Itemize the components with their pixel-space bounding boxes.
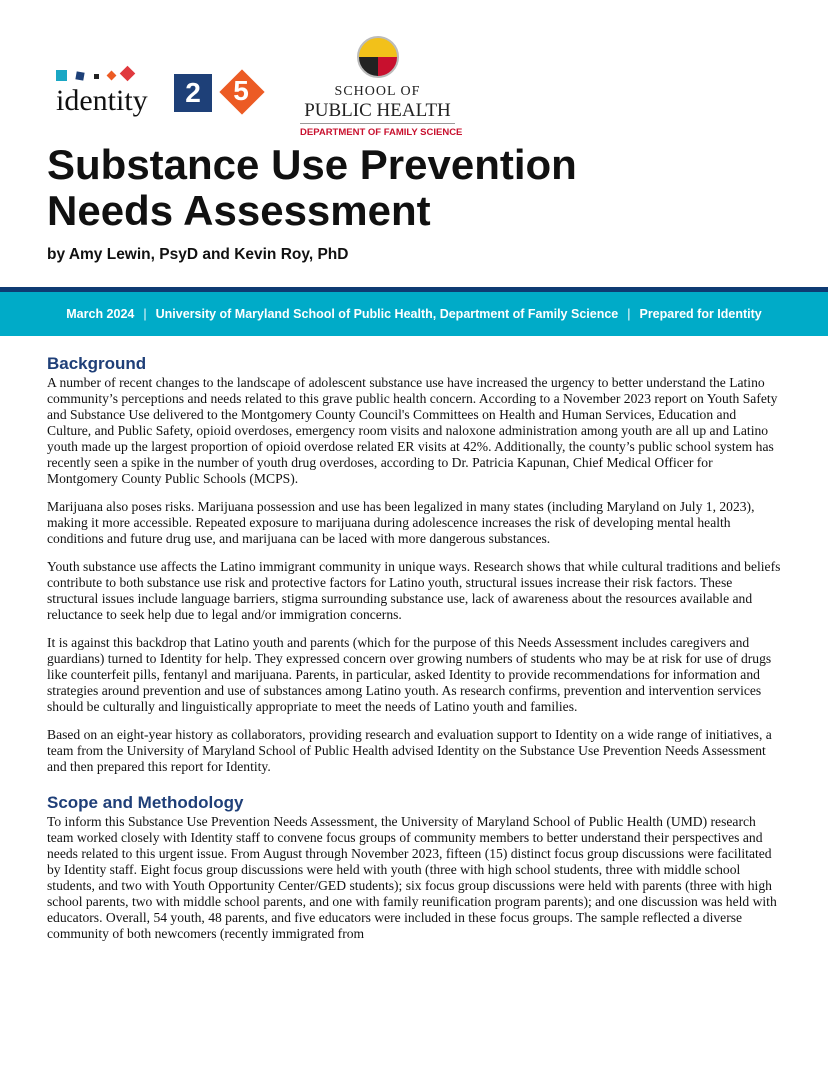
identity-logo-text: identity xyxy=(56,84,148,117)
band-separator: | xyxy=(627,307,631,321)
umd-logo-line3: DEPARTMENT OF FAMILY SCIENCE xyxy=(300,127,463,138)
logo-square-icon xyxy=(75,71,84,80)
section-heading-scope: Scope and Methodology xyxy=(47,793,244,812)
umd-sph-logo xyxy=(300,36,463,139)
logo-number-2: 2 xyxy=(174,74,212,112)
paragraph: Marijuana also poses risks. Marijuana possession and use has been legalized in many states (including Maryland on July 1, 2023), making it more accessible. Repeated exposure to marijuana during adolescence increases the risk of developing mental health conditions and future drug use, and marijuana can be laced with more dangerous substances. xyxy=(47,499,755,546)
paragraph: To inform this Substance Use Prevention Needs Assessment, the University of Maryland School of Public Health (UMD) research team worked closely with Identity staff to convene focus groups of community members to better understand their perspectives and needs related to this urgent issue. From August through November 2023, fifteen (15) distinct focus group discussions were facilitated by Identity staff. Eight focus group discussions were held with youth (three with high school students, three with middle school students, and two with Youth Opportunity Center/GED students); six focus group discussions were held with parents (three with high school parents, two with middle school parents, and one with family reunification program parents); and one discussion was held with educators. Overall, 54 youth, 48 parents, and five educators were included in these focus groups. The sample reflected a diverse community of both newcomers (recently immigrated from xyxy=(47,814,777,941)
logo-square-icon xyxy=(56,70,67,81)
title-line-1: Substance Use Prevention xyxy=(47,141,577,188)
band-date: March 2024 xyxy=(66,307,135,321)
umd-seal-icon xyxy=(357,36,399,78)
band-prepared: Prepared for Identity xyxy=(639,307,762,321)
band-separator: | xyxy=(143,307,147,321)
byline: by Amy Lewin, PsyD and Kevin Roy, PhD xyxy=(47,246,349,263)
report-body xyxy=(47,354,783,954)
paragraph: A number of recent changes to the landscape of adolescent substance use have increased the urgency to better understand the Latino community’s perceptions and needs related to this grave public health concern. According to a November 2023 report on Youth Safety and Substance Use delivered to the Montgomery County Council's Committees on Health and Human Services, Education and Culture, and Public Safety, opioid overdoses, emergency room visits and naloxone administration among youth are all up and Latino youth made up the largest proportion of opioid overdose related ER visits at 42%. Additionally, the county’s public school system has recently seen a spike in the number of youth drug overdoses, according to Dr. Patricia Kapunan, Chief Medical Officer for Montgomery County Public Schools (MCPS). xyxy=(47,375,778,486)
title-line-2: Needs Assessment xyxy=(47,187,431,234)
umd-logo-line1: SCHOOL OF xyxy=(334,84,421,99)
logo-number-5 xyxy=(218,68,264,114)
logo-number-5-text: 5 xyxy=(233,75,249,106)
umd-logo-line2: PUBLIC HEALTH xyxy=(300,100,455,124)
page-title xyxy=(47,142,577,234)
section-heading-background: Background xyxy=(47,354,147,373)
paragraph: Youth substance use affects the Latino immigrant community in unique ways. Research shows that while cultural traditions and beliefs contribute to both substance use risk and protective factors for Latino youth, structural issues increase their risk factors. These structural issues include language barriers, stigma surrounding substance use, lack of awareness about the resources available and reluctance to seek help due to legal and/or immigration concerns. xyxy=(47,559,781,622)
info-band xyxy=(0,292,828,336)
logo-square-icon xyxy=(107,71,117,81)
paragraph: It is against this backdrop that Latino youth and parents (which for the purpose of this Needs Assessment includes caregivers and guardians) turned to Identity for help. They expressed concern over growing numbers of students who may be at risk for use of drugs like counterfeit pills, fentanyl and marijuana. Parents, in particular, asked Identity to provide recommendations for information and strategies around prevention and use of substances among Latino youth. As research confirms, prevention and intervention services should be culturally and linguistically appropriate to meet the needs of Latino youth and families. xyxy=(47,635,772,714)
logo-square-icon xyxy=(94,74,99,79)
band-org: University of Maryland School of Public Health, Department of Family Science xyxy=(155,307,619,321)
identity-logo xyxy=(52,62,272,124)
logo-square-icon xyxy=(120,66,136,82)
paragraph: Based on an eight-year history as collaborators, providing research and evaluation support to Identity on a wide range of initiatives, a team from the University of Maryland School of Public Health advised Identity on the Substance Use Prevention Needs Assessment and then prepared this report for Identity. xyxy=(47,727,772,774)
